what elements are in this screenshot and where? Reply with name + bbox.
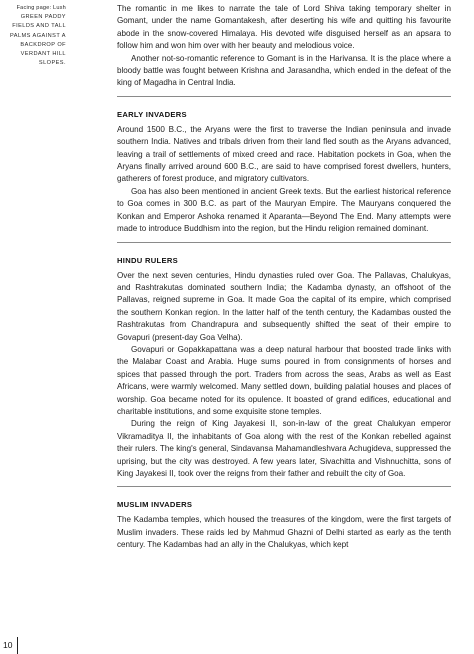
hindu-paragraph-1: Over the next seven centuries, Hindu dynasties ruled over Goa. The Pallavas, Chalukyas, and Rashtrakutas dominated southern India; the Kadamba dynasty, an offshoot of the Pallavas, reigned supreme in Goa. It made Goa the capital of its empire, which comprised the southern Konkan region. In the latter half of the tenth century, the Kadambas ousted the Rashtrakutas from Chandrapura and subsequently shifted the seat of their empire to Govapuri (present-day Goa Velha). bbox=[117, 270, 451, 342]
section-divider bbox=[117, 242, 451, 243]
early-paragraph-2: Goa has also been mentioned in ancient Greek texts. But the earliest historical reference to Goa comes in 300 B.C. as part of the Mauryan Empire. The Mauryans conquered the Konkan and Emperor Ashoka renamed it Aparanta—Beyond The End. Many attempts were made to introduce Buddhism into the region, but the Hindu religion remained dominant. bbox=[117, 186, 451, 234]
hindu-paragraph-2: Govapuri or Gopakkapattana was a deep natural harbour that boosted trade links with the Malabar Coast and Arabia. Huge sums poured in from consignments of horses and spices that passed through the port. Traders from across the seas, Arabs as well as East Africans, were warmly welcomed. Many settled down, building palatial houses and places of worship. Goa became noted for its opulence. It boasted of grand edifices, educational and charitable institutions, and some exquisite stone temples. bbox=[117, 344, 451, 416]
intro-paragraph-1: The romantic in me likes to narrate the tale of Lord Shiva taking temporary shelter in Gomant, under the name Gomantakesh, after deserting his wife and quitting his favourite abode in the snow-covered Himalaya. His devoted wife disguised herself as an apsara to follow him and won him over with her beauty and melodious voice. bbox=[117, 4, 451, 51]
photo-caption bbox=[4, 4, 66, 68]
section-heading-muslim-invaders: MUSLIM INVADERS bbox=[117, 500, 193, 510]
body-text bbox=[117, 3, 451, 552]
section-heading-hindu-rulers: HINDU RULERS bbox=[117, 255, 178, 265]
caption-text: GREEN PADDY FIELDS AND TALL PALMS AGAINST A BACKDROP OF VERDANT HILL SLOPES. bbox=[10, 14, 66, 67]
early-paragraph-1: Around 1500 B.C., the Aryans were the first to traverse the Indian peninsula and invade southern India. Natives and tribals driven from their land fled south as the Aryans advanced, leaving a trail of settlements of mixed creed and race. Habitation pockets in Goa, when the Aryans finally arrived around 600 B.C., are said to have comprised forest dwellers, hunters, gatherers of forest produce, and migratory cultivators. bbox=[117, 124, 451, 184]
section-divider bbox=[117, 486, 451, 487]
caption-lead: Facing page: Lush bbox=[16, 5, 66, 11]
intro-paragraph-2: Another not-so-romantic reference to Gomant is in the Harivansa. It is the place where a bloody battle was fought between Krishna and Jarasandha, which ended in the defeat of the king of Magadha in Central India. bbox=[117, 53, 451, 88]
hindu-paragraph-3: During the reign of King Jayakesi II, son-in-law of the great Chalukyan emperor Vikramaditya II, the inhabitants of Goa along with the rest of the Konkan rebelled against their rulers. The king's general, Sindavansa Mahamandleshvara Achugideva, suppressed the uprising, but the city was destroyed. A few years later, Sivachitta and Vishnuchitta, sons of King Jayakesi II, took over the reigns from their father and rebuilt the city of Goa. bbox=[117, 419, 451, 478]
section-heading-early-invaders: EARLY INVADERS bbox=[117, 109, 187, 119]
page-number: 10 bbox=[0, 637, 18, 654]
section-divider bbox=[117, 96, 451, 97]
muslim-paragraph-1: The Kadamba temples, which housed the treasures of the kingdom, were the first targets of Muslim invaders. These raids led by Mahmud Ghazni of Delhi started as early as the tenth century. The Kadambas had an ally in the Chalukyas, which kept bbox=[117, 515, 451, 550]
